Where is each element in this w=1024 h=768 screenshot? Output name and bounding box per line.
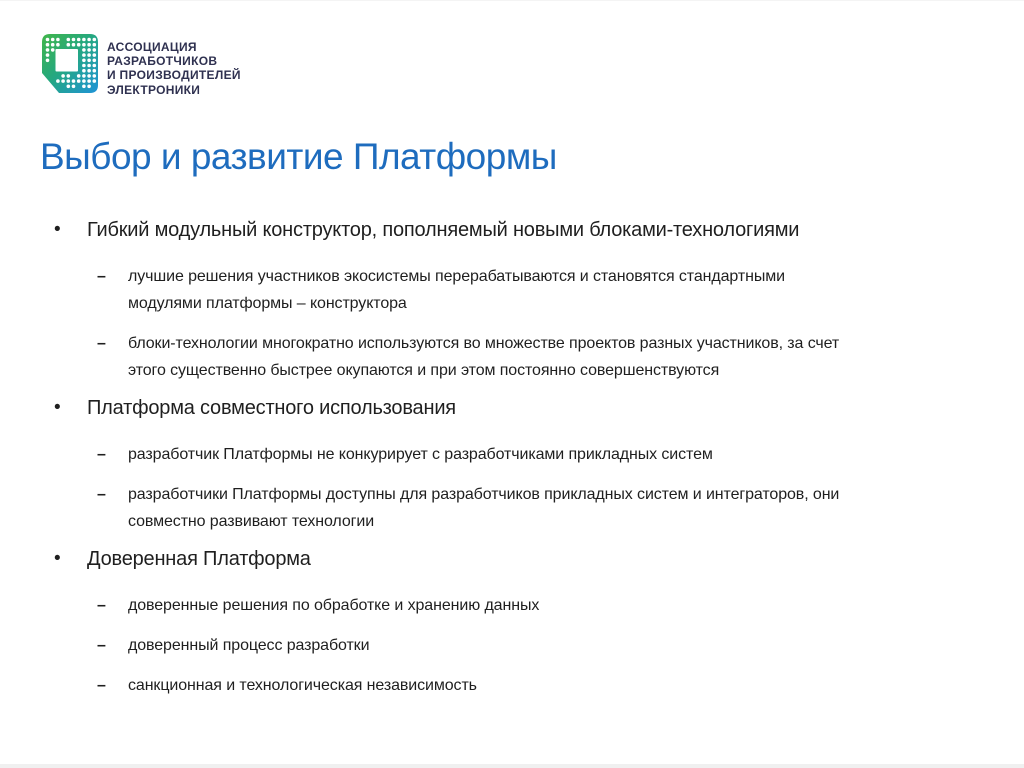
sub-bullet-text: разработчики Платформы доступны для разработчиков прикладных систем и интеграторов, они совместно развивают технологии [128, 486, 840, 530]
bullet-section [40, 544, 990, 699]
sub-bullet-item [40, 632, 990, 659]
bullet-marker: • [54, 548, 61, 569]
logo [42, 34, 241, 97]
bullet-item [40, 215, 990, 245]
logo-text [107, 34, 241, 97]
dash-marker: – [97, 268, 106, 285]
slide-title: Выбор и развитие Платформы [40, 136, 557, 177]
dash-marker: – [97, 597, 106, 614]
sub-bullet-text: разработчик Платформы не конкурирует с разработчиками прикладных систем [128, 446, 713, 463]
sub-bullet-item [40, 330, 990, 384]
dash-marker: – [97, 335, 106, 352]
bullet-text: Платформа совместного использования [87, 397, 456, 419]
bullet-text: Гибкий модульный конструктор, пополняемый новыми блоками-технологиями [87, 219, 800, 241]
sub-bullet-text: блоки-технологии многократно используются во множестве проектов разных участников, за счет этого существенно быстрее окупаются и при этом постоянно совершенствуются [128, 335, 840, 379]
sub-bullet-item [40, 481, 990, 535]
bullet-section [40, 215, 990, 384]
logo-text-line: РАЗРАБОТЧИКОВ [107, 54, 218, 69]
bullet-section [40, 393, 990, 535]
dash-marker: – [97, 677, 106, 694]
slide-bottom-edge [0, 764, 1024, 768]
sub-bullet-text: доверенный процесс разработки [128, 637, 370, 654]
sub-bullet-text: лучшие решения участников экосистемы перерабатываются и становятся стандартными модулями платформы – конструктора [128, 268, 785, 312]
bullet-item [40, 393, 990, 423]
bullet-marker: • [54, 397, 61, 418]
dash-marker: – [97, 446, 106, 463]
arpe-chip-logo-icon [42, 34, 98, 93]
sub-bullet-item [40, 672, 990, 699]
bullet-marker: • [54, 219, 61, 240]
dash-marker: – [97, 486, 106, 503]
bullet-item [40, 544, 990, 574]
sub-bullet-text: доверенные решения по обработке и хранению данных [128, 597, 540, 614]
logo-text-line: И ПРОИЗВОДИТЕЛЕЙ [107, 68, 241, 83]
sub-bullet-item [40, 263, 990, 317]
sub-bullet-text: санкционная и технологическая независимость [128, 677, 477, 694]
bullet-list [40, 215, 990, 699]
dash-marker: – [97, 637, 106, 654]
slide-content [40, 135, 990, 699]
logo-text-line: АССОЦИАЦИЯ [107, 40, 197, 54]
logo-text-line: ЭЛЕКТРОНИКИ [107, 82, 201, 97]
bullet-text: Доверенная Платформа [87, 548, 311, 570]
sub-bullet-item [40, 441, 990, 468]
sub-bullet-item [40, 592, 990, 619]
